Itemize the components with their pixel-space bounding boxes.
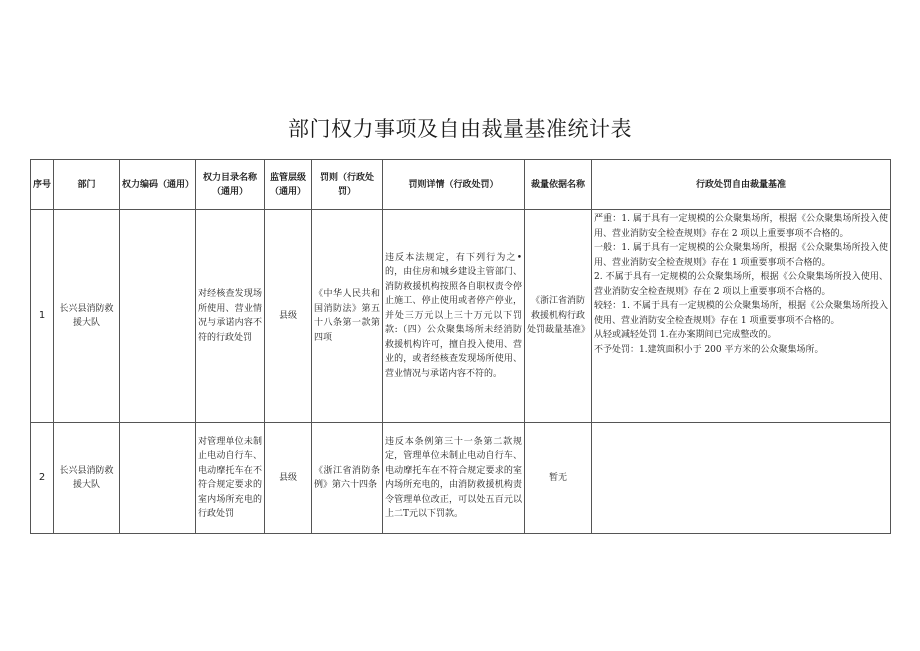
row-level: 县级 (265, 210, 312, 423)
row-level: 县级 (265, 423, 312, 534)
row-basis: 《浙江省消防救援机构行政处罚裁量基准》 (525, 210, 592, 423)
row-dept: 长兴县消防救援大队 (54, 423, 120, 534)
page-title: 部门权力事项及自由裁量基准统计表 (288, 117, 632, 141)
header-standard: 行政处罚自由裁量基准 (592, 160, 891, 210)
header-detail: 罚则详情（行政处罚） (383, 160, 525, 210)
standard-line: 一般：1. 属于具有一定规模的公众聚集场所，根据《公众聚集场所投入使用、营业消防安全检查规则》存在 1 项重要事项不合格的。 (594, 243, 888, 268)
table-row (31, 423, 891, 534)
table-row (31, 210, 891, 423)
standard-line: 严重：1. 属于具有一定规模的公众聚集场所，根据《公众聚集场所投入使用、营业消防安全检查规则》存在 2 项以上重要事项不合格的。 (594, 214, 888, 239)
row-seq: 2 (31, 423, 54, 534)
header-code: 权力编码（通用） (120, 160, 196, 210)
row-seq: 1 (31, 210, 54, 423)
row-code (120, 423, 196, 534)
power-items-table (30, 159, 891, 534)
row-name: 对管理单位未制止电动自行车、电动摩托车在不符合规定要求的室内场所充电的行政处罚 (196, 423, 265, 534)
header-row (31, 160, 891, 210)
header-seq: 序号 (31, 160, 54, 210)
row-name: 对经核查发现场所使用、营业情况与承诺内容不符的行政处罚 (196, 210, 265, 423)
row-standard (592, 423, 891, 534)
row-detail: 违反本法规定，有下列行为之•的，由住房和城乡建设主管部门、消防救援机构按照各自职权责令停止施工、停止使用或者停产停业，并处三万元以上三十万元以下罚款:（四）公众聚集场所未经消防救援机构许可，擅自投入使用、营业的，或者经核查发现场所使用、营业情况与承诺内容不符的。 (383, 210, 525, 423)
row-rule: 《浙江省消防条例》第六十四条 (312, 423, 383, 534)
header-rule: 罚则（行政处罚） (312, 160, 383, 210)
row-rule: 《中华人民共和国消防法》第五十八条第一款第四项 (312, 210, 383, 423)
row-standard (592, 210, 891, 423)
header-level: 监管层级（通用） (265, 160, 312, 210)
row-dept: 长兴县消防救援大队 (54, 210, 120, 423)
standard-line: 不予处罚：1.建筑面积小于 200 平方米的公众聚集场所。 (594, 344, 824, 355)
standard-line: 2. 不属于具有一定规模的公众聚集场所，根据《公众聚集场所投入使用、营业消防安全检查规则》存在 2 项以上重要事项不合格的。 (594, 272, 888, 297)
standard-line: 从轻或减轻处罚 1.在办案期间已完成整改的。 (594, 330, 777, 340)
header-basis: 裁量依据名称 (525, 160, 592, 210)
standard-line: 较轻：1. 不属于具有一定规模的公众聚集场所，根据《公众聚集场所投入使用、营业消防安全检查规则》存在 1 项重要事项不合格的。 (594, 301, 888, 326)
row-code (120, 210, 196, 423)
row-basis: 暂无 (525, 423, 592, 534)
header-name: 权力目录名称（通用） (196, 160, 265, 210)
row-detail: 违反本条例第三十一条第二款规定，管理单位未制止电动自行车、电动摩托车在不符合规定要求的室内场所充电的，由消防救援机构责令管理单位改正，可以处五百元以上二T元以下罚款。 (383, 423, 525, 534)
header-dept: 部门 (54, 160, 120, 210)
